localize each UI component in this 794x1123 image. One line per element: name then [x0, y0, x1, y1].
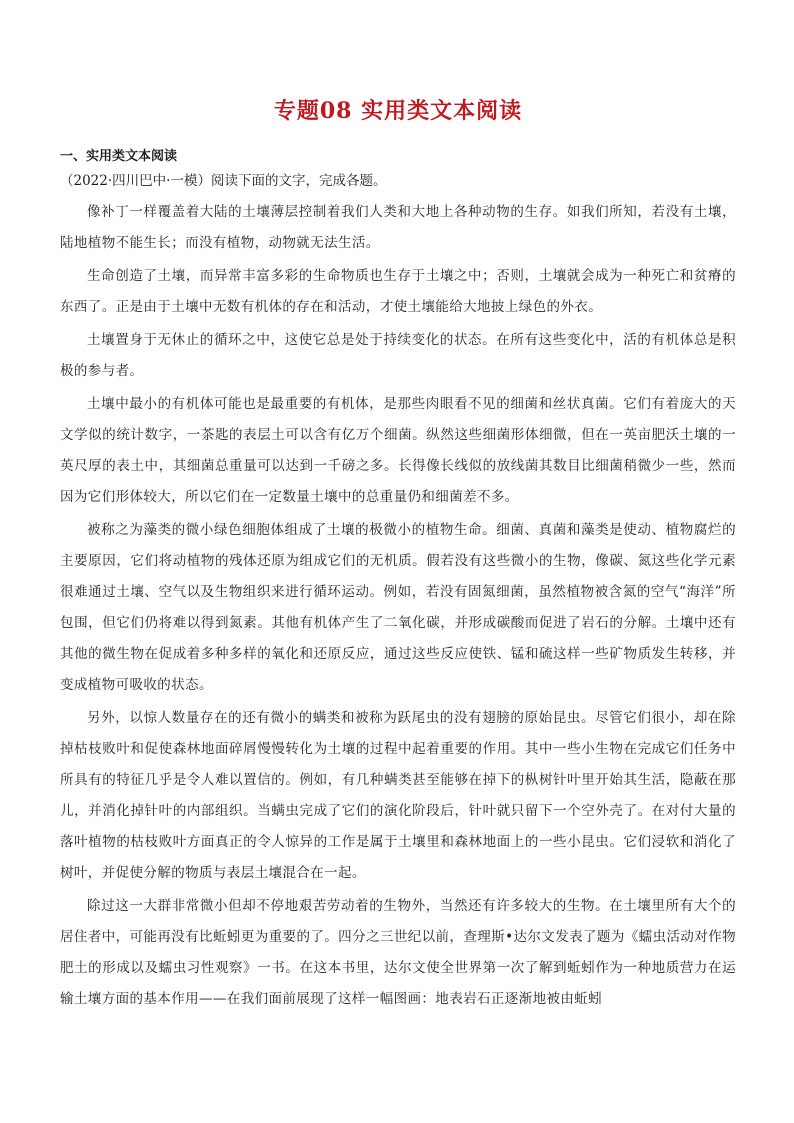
- paragraph-7: 除过这一大群非常微小但却不停地艰苦劳动着的生物外，当然还有许多较大的生物。在土壤里所有大个的居住者中，可能再没有比蚯蚓更为重要的了。四分之三世纪以前，查理斯•达尔文发表了题为《蠕虫活动对作物肥土的形成以及蠕虫习性观察》一书。在这本书里，达尔文使全世界第一次了解到蚯蚓作为一种地质营力在运输土壤方面的基本作用——在我们面前展现了这样一幅图画：地表岩石正逐渐地被由蚯蚓: [60, 898, 736, 1007]
- paragraph-3: 土壤置身于无休止的循环之中，这使它总是处于持续变化的状态。在所有这些变化中，活的有机体总是积极的参与者。: [60, 332, 736, 379]
- paragraph-1: 像补丁一样覆盖着大陆的土壤薄层控制着我们人类和大地上各种动物的生存。如我们所知，若没有土壤，陆地植物不能生长；而没有植物，动物就无法生活。: [60, 204, 736, 251]
- question-source-line: （2022·四川巴中·一模）阅读下面的文字，完成各题。: [60, 173, 387, 189]
- paragraph-6: 另外，以惊人数量存在的还有微小的螨类和被称为跃尾虫的没有翅膀的原始昆虫。尽管它们很小，却在除掉枯枝败叶和促使森林地面碎屑慢慢转化为土壤的过程中起着重要的作用。其中一些小生物在完成它们任务中所具有的特征几乎是令人难以置信的。例如，有几种螨类甚至能够在掉下的枞树针叶里开始其生活，隐蔽在那儿，并消化掉针叶的内部组织。当螨虫完成了它们的演化阶段后，针叶就只留下一个空外壳了。在对付大量的落叶植物的枯枝败叶方面真正的令人惊异的工作是属于土壤里和森林地面上的一些小昆虫。它们浸软和消化了树叶，并促使分解的物质与表层土壤混合在一起。: [60, 710, 736, 881]
- paragraph-5: 被称之为藻类的微小绿色细胞体组成了土壤的极微小的植物生命。细菌、真菌和藻类是使动、植物腐烂的主要原因，它们将动植物的残体还原为组成它们的无机质。假若没有这些微小的生物，像碳、氮这些化学元素很难通过土壤、空气以及生物组织来进行循环运动。例如，若没有固氮细菌，虽然植物被含氮的空气“海洋”所包围，但它们仍将难以得到氮素。其他有机体产生了二氧化碳，并形成碳酸而促进了岩石的分解。土壤中还有其他的微生物在促成着多种多样的氧化和还原反应，通过这些反应使铁、锰和硫这样一些矿物质发生转移，并变成植物可吸收的状态。: [60, 522, 736, 693]
- section-heading: 一、实用类文本阅读: [60, 149, 178, 164]
- paragraph-4: 土壤中最小的有机体可能也是最重要的有机体，是那些肉眼看不见的细菌和丝状真菌。它们有着庞大的天文学似的统计数字，一茶匙的表层土可以含有亿万个细菌。纵然这些细菌形体细微，但在一英亩肥沃土壤的一英尺厚的表土中，其细菌总重量可以达到一千磅之多。长得像长线似的放线菌其数目比细菌稍微少一些，然而因为它们形体较大，所以它们在一定数量土壤中的总重量仍和细菌差不多。: [60, 396, 736, 505]
- paragraph-2: 生命创造了土壤，而异常丰富多彩的生命物质也生存于土壤之中；否则，土壤就会成为一种死亡和贫瘠的东西了。正是由于土壤中无数有机体的存在和活动，才使土壤能给大地披上绿色的外衣。: [60, 268, 736, 315]
- page-title: 专题08 实用类文本阅读: [273, 98, 523, 124]
